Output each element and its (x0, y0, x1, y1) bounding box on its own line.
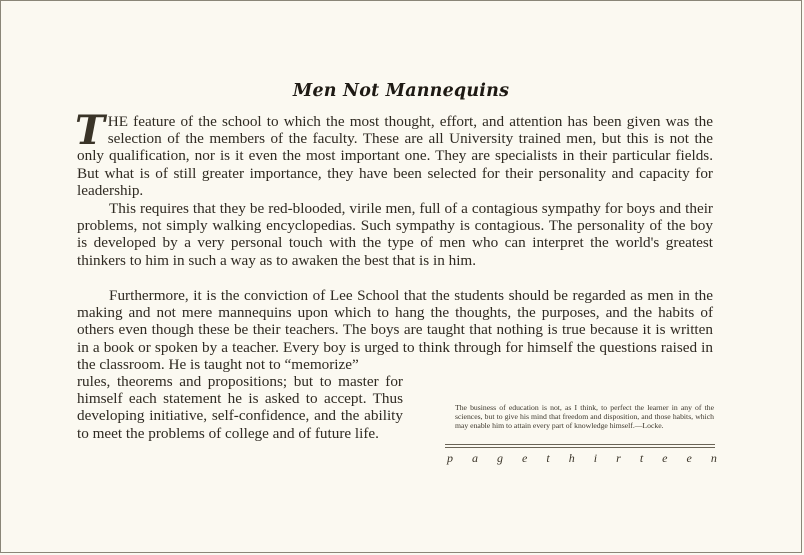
paragraph-sympathy: This requires that they be red-blooded, virile men, full of a contagious sympathy for boys and their problems, not simply walking encyclopedias. Such sympathy is contagious. The personality of the boy is developed by a very personal touch with the type of men who can interpret the world's greatest thinkers to him in such a way as to awaken the best that is in him. (77, 200, 713, 269)
footer-letter: e (662, 451, 668, 465)
footer-letter: t (546, 451, 550, 465)
footer-rule-bottom (445, 447, 715, 448)
paragraph-conviction-continued: rules, theorems and propositions; but to master for himself each statement he is asked to accept. Thus developing initiative, self-confidence, and the ability to meet the problems of college and of future life. (77, 373, 403, 442)
footer-letter: g (497, 451, 504, 465)
page-title: Men Not Mannequins (292, 81, 510, 101)
footer-letter: t (639, 451, 644, 465)
footer-letter: i (593, 451, 598, 465)
paragraph-faculty-text: HE feature of the school to which the most thought, effort, and attention has been given was the selection of the members of the faculty. These are all University trained men, but this is not the only qualification, nor is it even the most important one. They are specialists in their particular fields. But what is of still greater importance, they have been selected for their personality and capacity for leadership. (77, 113, 713, 199)
footer-letter: h (568, 451, 575, 465)
footer-rule-top (445, 444, 715, 445)
footer-letter: e (686, 451, 692, 465)
paragraph-conviction: Furthermore, it is the conviction of Lee School that the students should be regarded as men in the making and not mere mannequins upon which to hang the thoughts, the purposes, and the habits of others even though these be their teachers. The boys are taught that nothing is true because it is written in a book or spoken by a teacher. Every boy is urged to think through for himself the questions raised in the classroom. He is taught not to “memorize” (77, 287, 713, 373)
footer-letter: p (447, 451, 453, 465)
footer-letter: a (472, 451, 479, 465)
footer-letter: r (616, 451, 621, 465)
paragraph-faculty (75, 107, 713, 199)
locke-quote: The business of education is not, as I think, to perfect the learner in any of the sciences, but to give his mind that freedom and disposition, and those habits, which may enable him to attain every part of knowledge himself.—Locke. (455, 403, 714, 431)
footer-letter: n (710, 451, 717, 465)
page-number-footer (447, 451, 717, 466)
footer-letter: e (522, 451, 528, 465)
drop-cap: T (75, 107, 105, 154)
